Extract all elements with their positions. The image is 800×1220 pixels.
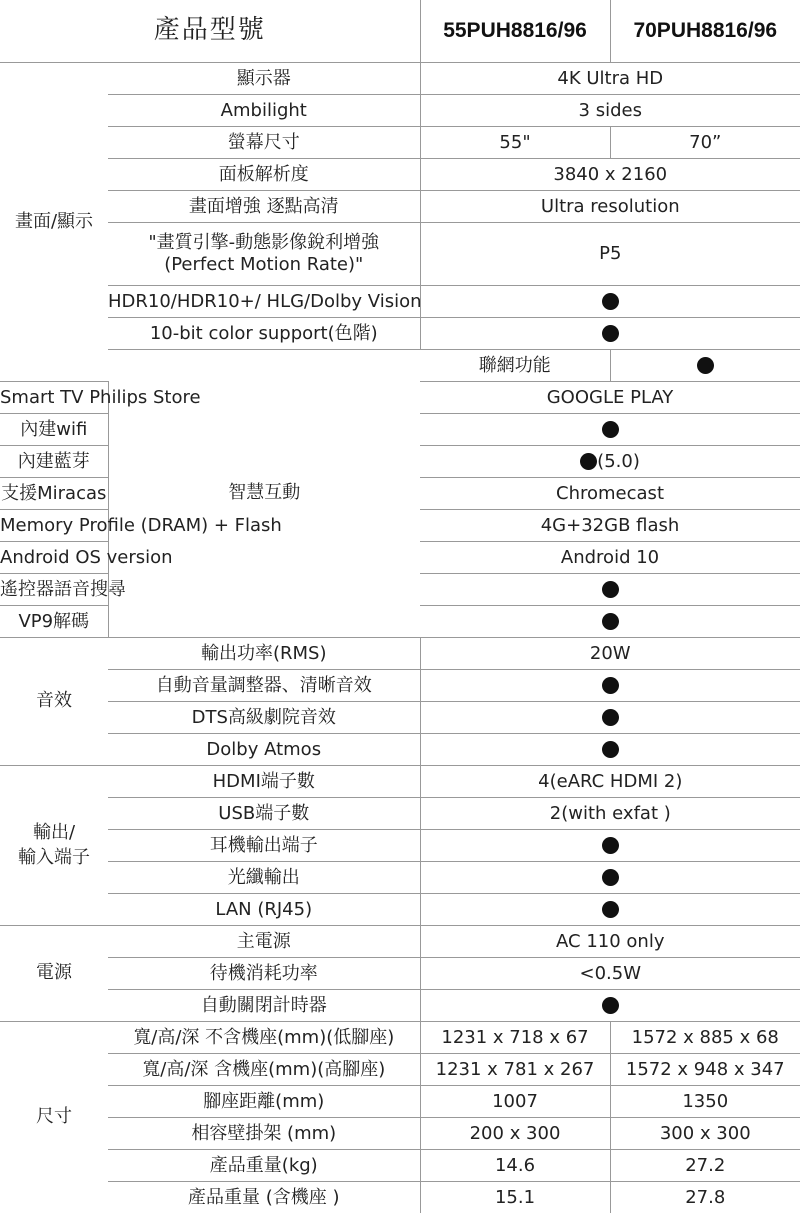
row-value-55: 1007 xyxy=(420,1086,610,1118)
row-value xyxy=(420,446,800,478)
model-number-title: 產品型號 xyxy=(0,0,420,63)
table-row xyxy=(0,1118,800,1150)
row-value: 4G+32GB flash xyxy=(420,510,800,542)
supported-dot-icon xyxy=(602,997,619,1014)
row-label: 面板解析度 xyxy=(108,159,420,191)
row-value: P5 xyxy=(420,223,800,286)
row-label: 待機消耗功率 xyxy=(108,958,420,990)
supported-dot-icon xyxy=(602,741,619,758)
supported-dot-cell xyxy=(420,894,800,926)
row-label: 寬/高/深 含機座(mm)(高腳座) xyxy=(108,1054,420,1086)
row-label: Smart TV Philips Store xyxy=(0,382,108,414)
row-label: 光纖輸出 xyxy=(108,862,420,894)
row-label: 相容壁掛架 (mm) xyxy=(108,1118,420,1150)
row-value-55: 15.1 xyxy=(420,1182,610,1214)
row-value-70: 27.8 xyxy=(685,1186,726,1208)
table-row xyxy=(0,798,800,830)
row-label: 輸出功率(RMS) xyxy=(108,638,420,670)
row-value: AC 110 only xyxy=(420,926,800,958)
category-audio: 音效 xyxy=(0,638,108,766)
category-power: 電源 xyxy=(0,926,108,1022)
row-value-55: 14.6 xyxy=(420,1150,610,1182)
table-row xyxy=(0,862,800,894)
supported-dot-icon xyxy=(602,293,619,310)
row-label: HDMI端子數 xyxy=(108,766,420,798)
row-label xyxy=(108,223,420,286)
supported-dot-cell xyxy=(420,318,800,350)
supported-dot-cell xyxy=(420,414,800,446)
row-label: 寬/高/深 不含機座(mm)(低腳座) xyxy=(108,1022,420,1054)
table-row xyxy=(0,127,800,159)
table-row xyxy=(0,734,800,766)
row-label: 遙控器語音搜尋 xyxy=(0,574,108,606)
supported-dot-cell xyxy=(420,606,800,638)
supported-dot-icon xyxy=(602,325,619,342)
supported-dot-icon xyxy=(602,613,619,630)
table-row xyxy=(0,894,800,926)
row-value-70: 27.2 xyxy=(610,1150,800,1182)
table-row xyxy=(0,191,800,223)
table-row xyxy=(0,638,800,670)
category-smart: 智慧互動 xyxy=(108,350,420,638)
supported-dot-icon xyxy=(602,581,619,598)
category-size: 尺寸 xyxy=(36,1106,72,1128)
supported-dot-cell xyxy=(420,286,800,318)
row-value: 2(with exfat ) xyxy=(420,798,800,830)
category-io-line1: 輸出/ xyxy=(32,822,76,844)
row-label: 顯示器 xyxy=(108,63,420,95)
row-value-55: 1231 x 781 x 267 xyxy=(420,1054,610,1086)
category-display: 畫面/顯示 xyxy=(0,63,108,382)
row-value-70: 1350 xyxy=(610,1086,800,1118)
table-row xyxy=(0,1150,800,1182)
table-row xyxy=(0,926,800,958)
row-value: 4(eARC HDMI 2) xyxy=(420,766,800,798)
row-label: 螢幕尺寸 xyxy=(108,127,420,159)
supported-dot-icon xyxy=(602,901,619,918)
category-io xyxy=(0,766,108,926)
model-55-header: 55PUH8816/96 xyxy=(420,0,610,63)
table-row xyxy=(0,766,800,798)
table-row xyxy=(0,63,800,95)
row-label: 內建藍芽 xyxy=(0,446,108,478)
supported-dot-cell xyxy=(420,830,800,862)
row-value: 20W xyxy=(420,638,800,670)
model-70-header: 70PUH8816/96 xyxy=(610,0,800,63)
row-label: 內建wifi xyxy=(0,414,108,446)
table-row xyxy=(0,223,800,286)
table-row xyxy=(0,318,800,350)
row-value-70: 1572 x 948 x 347 xyxy=(610,1054,800,1086)
row-value-70: 1572 x 885 x 68 xyxy=(610,1022,800,1054)
row-label: 腳座距離(mm) xyxy=(108,1086,420,1118)
supported-dot-cell xyxy=(420,702,800,734)
row-label: Ambilight xyxy=(108,95,420,127)
row-label: 產品重量(kg) xyxy=(108,1150,420,1182)
row-value: Chromecast xyxy=(420,478,800,510)
row-value: 3 sides xyxy=(420,95,800,127)
table-row xyxy=(0,1182,800,1214)
supported-dot-icon xyxy=(602,869,619,886)
row-label: DTS高級劇院音效 xyxy=(108,702,420,734)
table-row xyxy=(0,95,800,127)
supported-dot-cell xyxy=(420,574,800,606)
row-label: HDR10/HDR10+/ HLG/Dolby Vision xyxy=(108,286,420,318)
row-label: Memory Profile (DRAM) + Flash xyxy=(0,510,108,542)
supported-dot-icon xyxy=(697,357,714,374)
supported-dot-cell xyxy=(420,670,800,702)
row-label: Dolby Atmos xyxy=(108,734,420,766)
row-value-70: 300 x 300 xyxy=(610,1118,800,1150)
table-row xyxy=(0,670,800,702)
row-value: Android 10 xyxy=(420,542,800,574)
row-label: VP9解碼 xyxy=(0,606,108,638)
table-row xyxy=(0,958,800,990)
supported-dot-icon xyxy=(580,453,597,470)
table-row xyxy=(0,286,800,318)
row-label: USB端子數 xyxy=(108,798,420,830)
supported-dot-cell xyxy=(610,350,800,382)
row-label: 畫面增強 逐點高清 xyxy=(108,191,420,223)
row-value: <0.5W xyxy=(420,958,800,990)
supported-dot-icon xyxy=(602,837,619,854)
row-value: Ultra resolution xyxy=(420,191,800,223)
table-row xyxy=(0,1054,800,1086)
supported-dot-cell xyxy=(420,862,800,894)
row-label: LAN (RJ45) xyxy=(108,894,420,926)
row-label: 自動關閉計時器 xyxy=(108,990,420,1022)
table-row xyxy=(0,830,800,862)
supported-dot-cell xyxy=(420,990,800,1022)
category-io-line2: 輸入端子 xyxy=(18,846,90,868)
row-value-55: 55" xyxy=(420,127,610,159)
row-label: 主電源 xyxy=(108,926,420,958)
row-label: 自動音量調整器、清晰音效 xyxy=(108,670,420,702)
table-row xyxy=(0,1086,800,1118)
row-label: 支援Miracas xyxy=(0,478,108,510)
row-value-70: 70” xyxy=(610,127,800,159)
supported-dot-icon xyxy=(602,421,619,438)
table-row xyxy=(0,350,800,382)
row-value-55: 200 x 300 xyxy=(420,1118,610,1150)
supported-dot-icon xyxy=(602,709,619,726)
row-label: 10-bit color support(色階) xyxy=(108,318,420,350)
table-row xyxy=(0,702,800,734)
bluetooth-version: (5.0) xyxy=(597,450,640,472)
row-label-line2: (Perfect Motion Rate)" xyxy=(164,254,364,275)
row-label-line1: "畫質引擎-動態影像銳利增強 xyxy=(148,232,380,254)
table-row xyxy=(0,990,800,1022)
row-label: 耳機輸出端子 xyxy=(108,830,420,862)
row-label: 聯網功能 xyxy=(420,350,610,382)
row-label: 產品重量 (含機座 ) xyxy=(108,1182,420,1214)
supported-dot-icon xyxy=(602,677,619,694)
row-value-55: 1231 x 718 x 67 xyxy=(420,1022,610,1054)
header-row xyxy=(0,0,800,63)
table-row xyxy=(0,1022,800,1054)
row-value: 4K Ultra HD xyxy=(420,63,800,95)
row-value: 3840 x 2160 xyxy=(420,159,800,191)
row-label: Android OS version xyxy=(0,542,108,574)
table-row xyxy=(0,159,800,191)
row-value: GOOGLE PLAY xyxy=(420,382,800,414)
supported-dot-cell xyxy=(420,734,800,766)
